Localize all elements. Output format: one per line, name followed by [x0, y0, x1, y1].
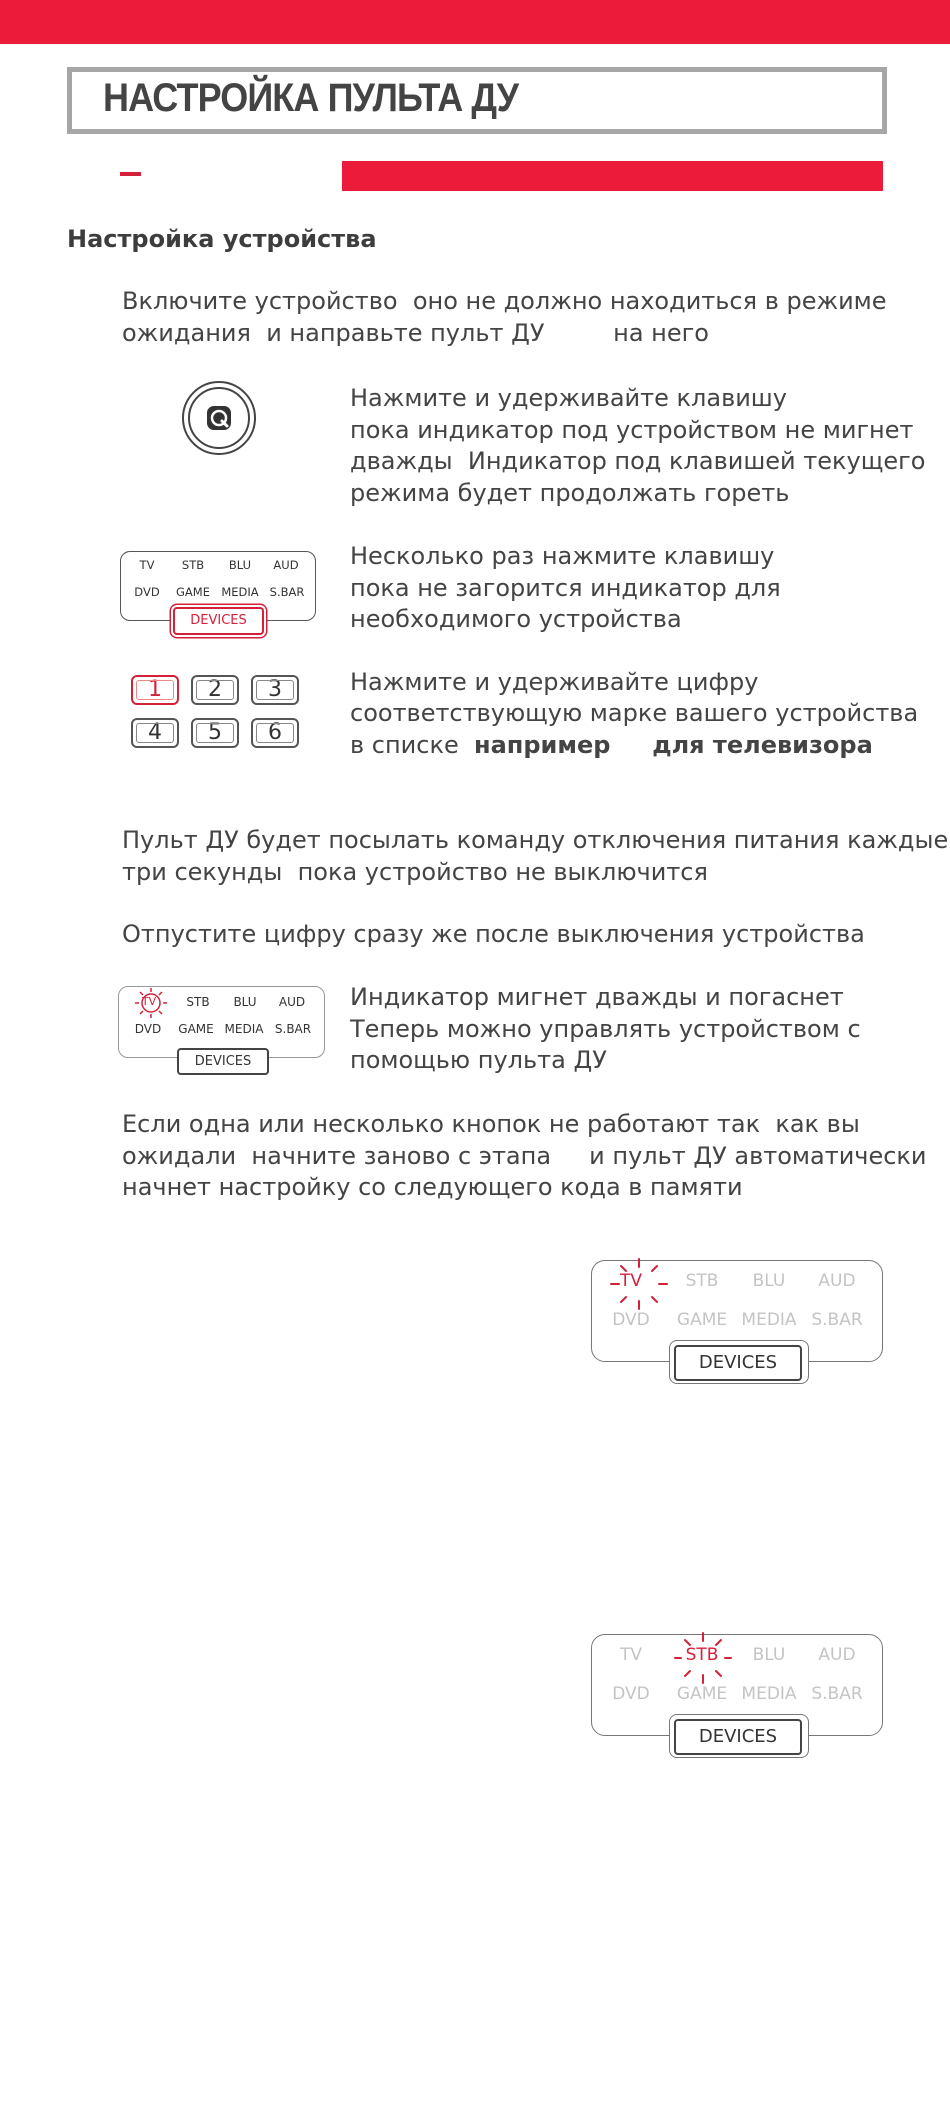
page-title: НАСТРОЙКА ПУЛЬТА ДУ — [103, 76, 519, 120]
device-media-label: MEDIA — [741, 1310, 797, 1330]
key-3: 3 — [251, 675, 299, 705]
device-game-label: GAME — [676, 1310, 728, 1330]
devices-button-highlighted: DEVICES — [173, 607, 264, 635]
device-stb-label: STB — [685, 1271, 719, 1291]
device-game-label: GAME — [676, 1684, 728, 1704]
device-dvd-label: DVD — [612, 1310, 650, 1330]
intro-text: Включите устройство оно не должно находиться в режиме ожидания и направьте пульт ДУ на него — [122, 287, 887, 347]
key-5: 5 — [191, 718, 239, 748]
device-sbar-label: S.BAR — [274, 1022, 312, 1036]
setup-key-icon — [181, 380, 257, 456]
device-dvd-label: DVD — [134, 585, 160, 599]
devices-button-large-a: DEVICES — [674, 1345, 802, 1381]
step3-line3 — [350, 730, 873, 762]
device-dvd-label: DVD — [134, 1022, 162, 1036]
indicator-note: Индикатор мигнет дважды и погаснет Теперь можно управлять устройством с помощью пульта ДУ — [350, 983, 861, 1074]
device-stb-label-lit: STB — [685, 1645, 719, 1665]
device-tv-label-blink: TV — [141, 995, 157, 1008]
devices-button: DEVICES — [177, 1048, 269, 1075]
release-note: Отпустите цифру сразу же после выключения устройства — [122, 920, 865, 948]
device-media-label: MEDIA — [221, 585, 259, 599]
device-media-label: MEDIA — [224, 1022, 264, 1036]
device-aud-label: AUD — [273, 558, 299, 572]
device-game-label: GAME — [178, 1022, 214, 1036]
step1-text: Нажмите и удерживайте клавишу пока индикатор под устройством не мигнет дважды Индикатор под клавишей текущего режима будет продолжать гореть — [350, 384, 926, 507]
devices-button-large-b: DEVICES — [674, 1719, 802, 1755]
key-6: 6 — [251, 718, 299, 748]
device-stb-label: STB — [186, 995, 210, 1009]
power-note: Пульт ДУ будет посылать команду отключения питания каждые три секунды пока устройство не выключится — [122, 826, 949, 886]
top-red-band — [0, 0, 950, 44]
device-sbar-label: S.BAR — [811, 1310, 863, 1330]
device-blu-label: BLU — [752, 1271, 786, 1291]
step3-example: например — [473, 731, 611, 759]
device-sbar-label: S.BAR — [269, 585, 305, 599]
device-sbar-label: S.BAR — [811, 1684, 863, 1704]
red-dash-accent — [120, 172, 141, 176]
device-media-label: MEDIA — [741, 1684, 797, 1704]
key-4: 4 — [131, 718, 179, 748]
device-aud-label: AUD — [818, 1645, 856, 1665]
device-stb-label: STB — [181, 558, 205, 572]
step2-text: Несколько раз нажмите клавишу пока не загорится индикатор для необходимого устройства — [350, 542, 781, 633]
restart-note: Если одна или несколько кнопок не работают так как вы ожидали начните заново с этапа и пульт ДУ автоматически начнет настройку со следующего кода в памяти — [122, 1110, 927, 1201]
step3-line1: Нажмите и удерживайте цифру — [350, 668, 759, 696]
key-2: 2 — [191, 675, 239, 705]
key-1-highlighted: 1 — [131, 675, 179, 705]
device-aud-label: AUD — [818, 1271, 856, 1291]
device-game-label: GAME — [176, 585, 210, 599]
step3-line3-prefix: в списке — [350, 731, 474, 759]
step3-line2: соответствующую марке вашего устройства — [350, 699, 919, 727]
device-tv-label-lit: TV — [619, 1271, 642, 1291]
device-blu-label: BLU — [228, 558, 252, 572]
device-blu-label: BLU — [233, 995, 257, 1009]
device-blu-label: BLU — [752, 1645, 786, 1665]
section-heading: Настройка устройства — [67, 225, 377, 253]
device-tv-label: TV — [619, 1645, 642, 1665]
step3-for-tv: для телевизора — [652, 731, 873, 759]
device-aud-label: AUD — [278, 995, 306, 1009]
device-dvd-label: DVD — [612, 1684, 650, 1704]
device-tv-label: TV — [139, 558, 155, 572]
red-strip-accent — [342, 161, 883, 191]
